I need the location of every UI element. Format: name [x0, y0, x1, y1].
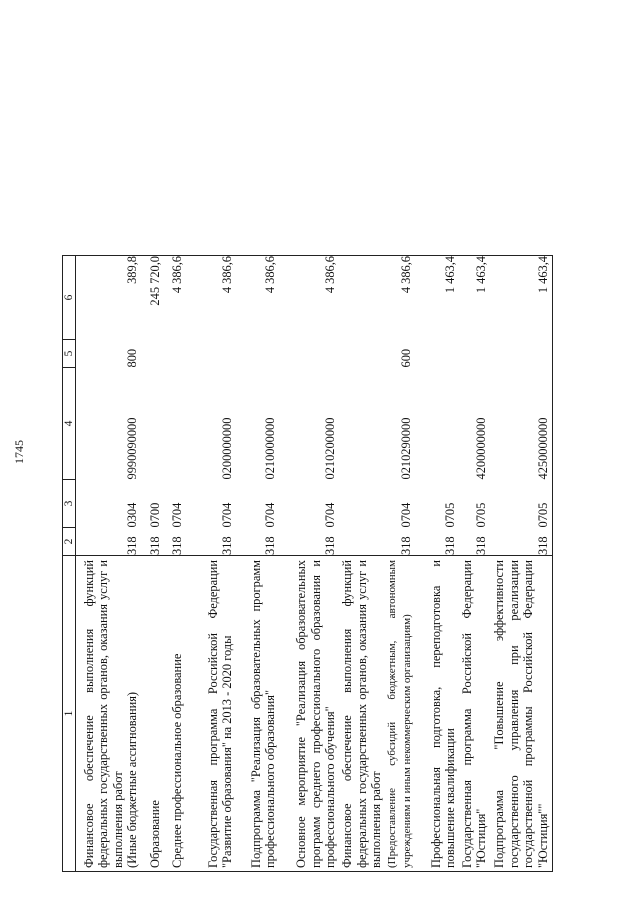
section-code: 0700 [148, 502, 162, 528]
row-name-cell [76, 556, 142, 872]
section-code: 0705 [443, 502, 457, 528]
column-header-2: 2 [63, 528, 76, 556]
table-header-row [63, 256, 76, 872]
section-code: 0704 [263, 502, 277, 528]
column-header-5: 5 [63, 340, 76, 368]
kind-code: 600 [399, 348, 413, 368]
amount-value: 1 463,4 [491, 256, 553, 340]
row-name-note: (Предоставление субсидий бюджетным, автономным учреждениям и иным некоммерческим организациям) [385, 560, 413, 868]
table-row [165, 256, 187, 872]
section-code: 0705 [491, 480, 553, 528]
section-code: 0705 [474, 502, 488, 528]
target-code: 0200000000 [220, 417, 234, 480]
table-row [491, 256, 553, 872]
target-code: 4250000000 [491, 368, 553, 480]
grbs-code: 318 [491, 528, 553, 556]
page-number: 1745 [12, 440, 26, 464]
table-row [280, 256, 340, 872]
target-code: 0210290000 [399, 417, 413, 480]
amount-value: 4 386,6 [340, 256, 416, 340]
table-row [142, 256, 165, 872]
row-name: Подпрограмма "Реализация образовательных программ профессионального образования" [237, 556, 280, 872]
table-row [76, 256, 142, 872]
target-code: 0210200000 [323, 417, 337, 480]
kind-code [460, 340, 491, 368]
amount-value: 245 720,0 [142, 256, 165, 340]
row-name: Образование [142, 556, 165, 872]
row-name: Профессиональная подготовка, переподготовка и повышение квалификации [416, 556, 460, 872]
section-code: 0704 [323, 502, 337, 528]
kind-code [280, 340, 340, 368]
column-header-3: 3 [63, 480, 76, 528]
grbs-code: 318 [125, 536, 139, 555]
grbs-code: 318 [474, 536, 488, 555]
table-row [340, 256, 416, 872]
target-code [416, 368, 460, 480]
grbs-code: 318 [148, 536, 162, 555]
kind-code [491, 340, 553, 368]
target-code: 9990090000 [125, 417, 139, 480]
kind-code: 800 [125, 348, 139, 368]
section-code: 0704 [399, 502, 413, 528]
table-row [416, 256, 460, 872]
row-name: Финансовое обеспечение выполнения функций федеральных государственных органов, оказания услуг и выполнения работ [81, 560, 125, 868]
row-name: Среднее профессиональное образование [165, 556, 187, 872]
row-name: Финансовое обеспечение выполнения функций федеральных государственных органов, оказания услуг и выполнения работ [340, 560, 383, 868]
kind-code [237, 340, 280, 368]
amount-value: 389,8 [76, 256, 142, 340]
section-code: 0704 [170, 502, 184, 528]
row-name: Подпрограмма "Повышение эффективности государственного управления при реализации государственной программы Российской Федерации "Юстиция"" [491, 556, 553, 872]
grbs-code: 318 [263, 536, 277, 555]
target-code [142, 368, 165, 480]
grbs-code: 318 [323, 536, 337, 555]
target-code: 0210000000 [263, 417, 277, 480]
kind-code [165, 340, 187, 368]
kind-code [416, 340, 460, 368]
target-code: 4200000000 [474, 417, 488, 480]
row-name: Основное мероприятие "Реализация образовательных программ среднего профессионального образования и профессионального обучения" [280, 556, 340, 872]
section-code: 0704 [220, 502, 234, 528]
amount-value: 1 463,4 [460, 256, 491, 340]
grbs-code: 318 [399, 536, 413, 555]
section-code: 0304 [125, 502, 139, 528]
kind-code [142, 340, 165, 368]
column-header-1: 1 [63, 556, 76, 872]
row-name-cell [340, 556, 416, 872]
amount-value: 1 463,4 [416, 256, 460, 340]
kind-code [187, 340, 237, 368]
table-row [187, 256, 237, 872]
table-row [460, 256, 491, 872]
row-name-note: (Иные бюджетные ассигнования) [125, 691, 139, 868]
column-header-6: 6 [63, 256, 76, 340]
row-name: Государственная программа Российской Федерации "Развитие образования" на 2013 - 2020 годы [187, 556, 237, 872]
amount-value: 4 386,6 [187, 256, 237, 340]
column-header-4: 4 [63, 368, 76, 480]
amount-value: 4 386,6 [280, 256, 340, 340]
grbs-code: 318 [220, 536, 234, 555]
row-name: Государственная программа Российской Федерации "Юстиция" [460, 556, 491, 872]
amount-value: 4 386,6 [237, 256, 280, 340]
table-row [237, 256, 280, 872]
grbs-code: 318 [443, 536, 457, 555]
target-code [165, 368, 187, 480]
budget-table [62, 255, 553, 872]
amount-value: 4 386,6 [165, 256, 187, 340]
grbs-code: 318 [170, 536, 184, 555]
